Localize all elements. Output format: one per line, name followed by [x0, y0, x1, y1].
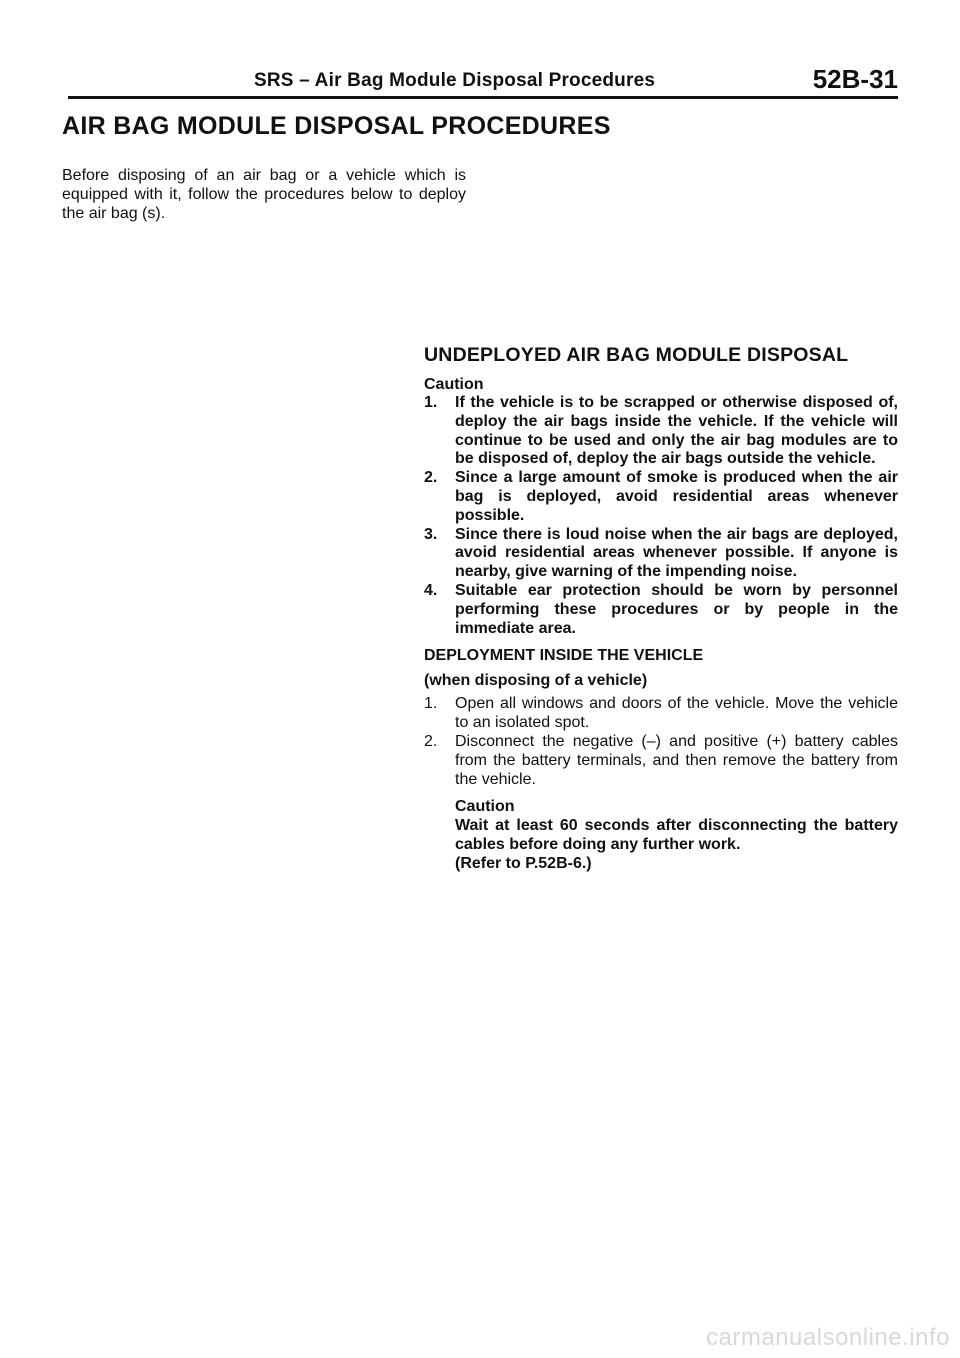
inner-caution — [455, 797, 898, 873]
list-item — [424, 469, 898, 525]
footer-watermark: carmanualsonline.info — [706, 1324, 950, 1351]
step-text: Open all windows and doors of the vehicle. Move the vehicle to an isolated spot. — [455, 695, 898, 732]
list-item — [424, 526, 898, 582]
item-text: If the vehicle is to be scrapped or otherwise disposed of, deploy the air bags inside the vehicle. If the vehicle will continue to be used and only the air bag modules are to be disposed of, deploy the air bags outside the vehicle. — [455, 394, 898, 468]
list-item — [424, 582, 898, 638]
item-number: 2. — [424, 469, 438, 487]
step-number: 1. — [424, 695, 438, 713]
item-number: 4. — [424, 581, 438, 599]
item-number: 1. — [424, 394, 438, 411]
item-number: 3. — [424, 525, 438, 543]
page-header — [68, 66, 898, 99]
caution-label: Caution — [424, 376, 484, 393]
item-text: Since a large amount of smoke is produced when the air bag is deployed, avoid residential areas whenever possible. — [455, 469, 898, 524]
step-text: Disconnect the negative (–) and positive (+) battery cables from the battery terminals, and then remove the battery from the vehicle. — [455, 732, 898, 788]
inner-caution-label: Caution — [455, 798, 515, 816]
inner-caution-ref: (Refer to P.52B-6.) — [455, 855, 592, 873]
caution-list — [424, 394, 898, 638]
list-item — [424, 394, 898, 469]
right-column — [424, 344, 898, 873]
intro-paragraph: Before disposing of an air bag or a vehicle which is equipped with it, follow the procedures below to deploy the air bag (s). — [62, 167, 466, 222]
header-title: SRS – Air Bag Module Disposal Procedures — [254, 70, 656, 91]
list-item — [424, 695, 898, 733]
inner-caution-text: Wait at least 60 seconds after disconnecting the battery cables before doing any further work. — [455, 817, 898, 854]
step-number: 2. — [424, 732, 438, 750]
page-title: AIR BAG MODULE DISPOSAL PROCEDURES — [62, 112, 611, 140]
deployment-subheading: (when disposing of a vehicle) — [424, 672, 648, 690]
page-number: 52B-31 — [812, 64, 898, 94]
section-title-undeployed: UNDEPLOYED AIR BAG MODULE DISPOSAL — [424, 344, 849, 366]
list-item — [424, 733, 898, 789]
deployment-steps — [424, 695, 898, 789]
item-text: Since there is loud noise when the air bags are deployed, avoid residential areas whenever possible. If anyone is nearby, give warning of the impending noise. — [455, 525, 898, 581]
deployment-heading: DEPLOYMENT INSIDE THE VEHICLE — [424, 647, 704, 665]
item-text: Suitable ear protection should be worn by personnel performing these procedures or by people in the immediate area. — [455, 581, 898, 637]
